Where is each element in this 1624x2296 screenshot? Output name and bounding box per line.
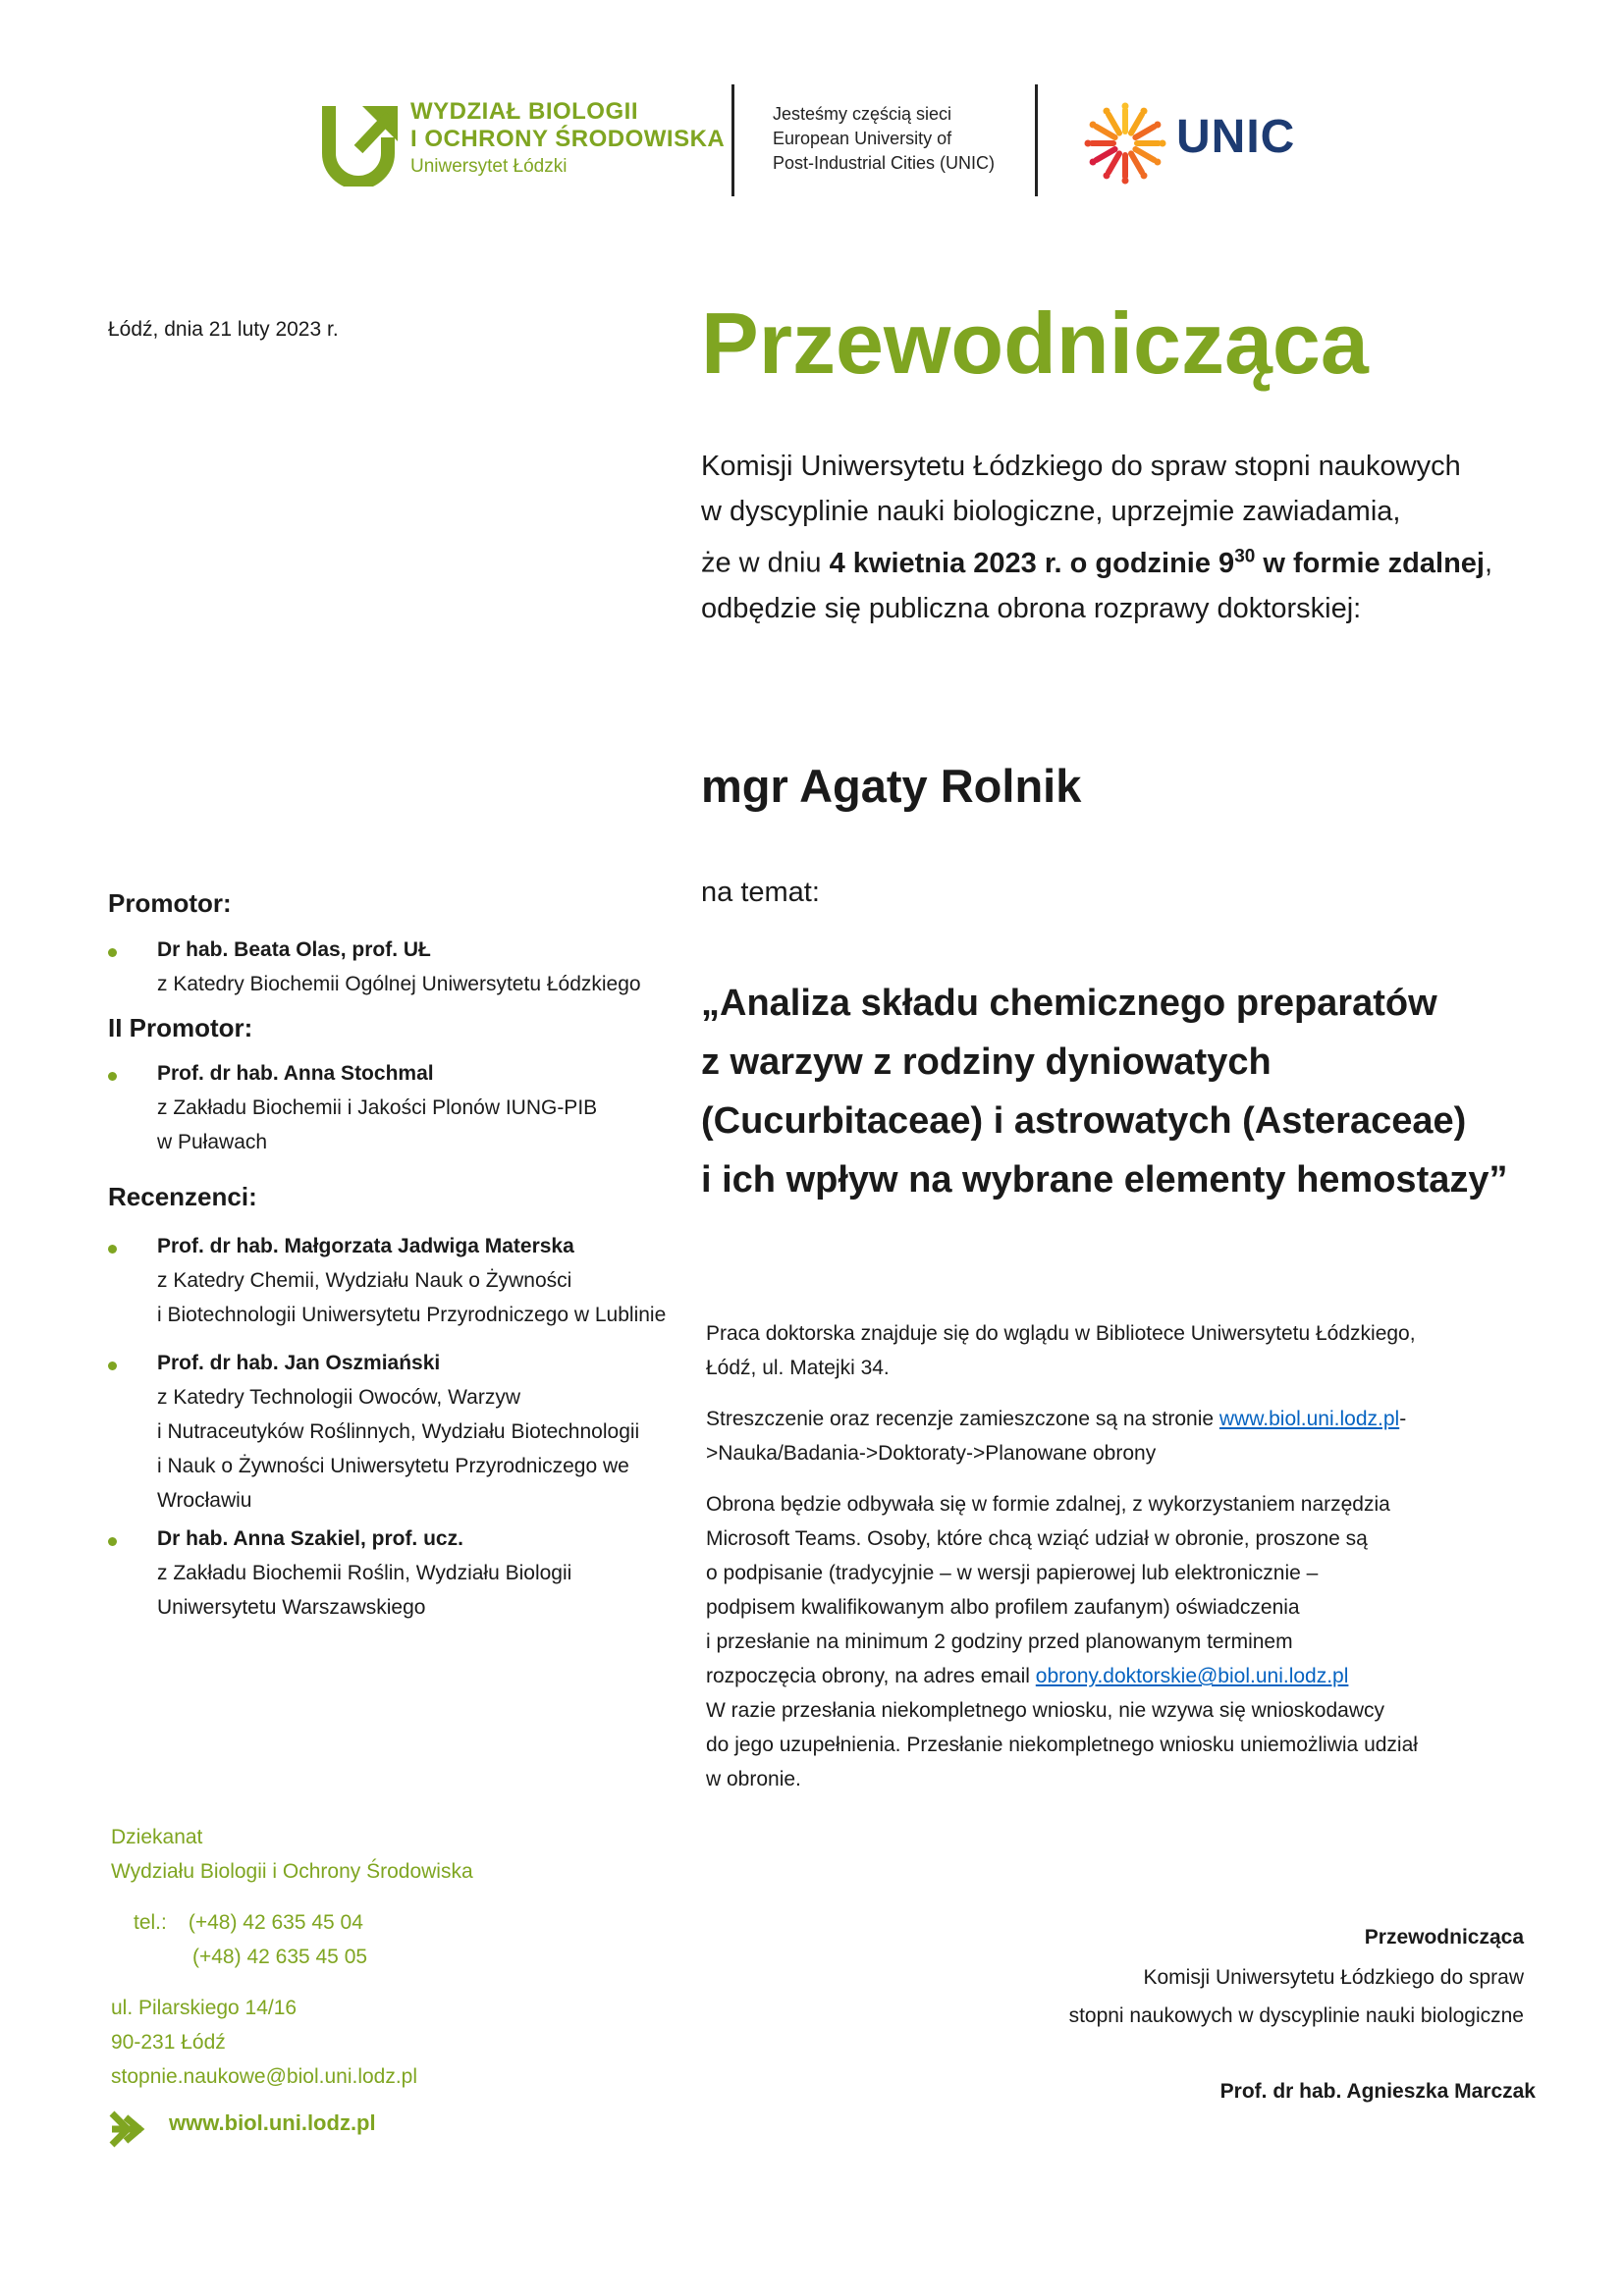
intro-line: Komisji Uniwersytetu Łódzkiego do spraw stopni naukowych [701, 451, 1461, 482]
footer-phone [134, 1905, 367, 1974]
intro-line [701, 534, 1565, 586]
info-line: i przesłanie na minimum 2 godziny przed planowanym terminem [706, 1630, 1293, 1653]
footer-line: 90-231 Łódź [111, 2031, 226, 2054]
signature-line: Komisji Uniwersytetu Łódzkiego do spraw [1143, 1966, 1524, 1989]
defense-email-link[interactable]: obrony.doktorskie@biol.uni.lodz.pl [1035, 1665, 1349, 1687]
footer-office [111, 1820, 473, 1889]
info-line: do jego uzupełnienia. Przesłanie niekompletnego wniosku uniemożliwia udział [706, 1734, 1418, 1756]
candidate-name: mgr Agaty Rolnik [701, 760, 1082, 812]
library-info [706, 1316, 1570, 1385]
signature-name: Prof. dr hab. Agnieszka Marczak [1219, 2080, 1536, 2103]
document-date: Łódź, dnia 21 luty 2023 r. [108, 318, 339, 341]
info-line: o podpisanie (tradycyjnie – w wersji papierowej lub elektronicznie – [706, 1562, 1319, 1584]
footer-website-link[interactable]: www.biol.uni.lodz.pl [169, 2110, 376, 2135]
reviewer-affiliation: i Nauk o Żywności Uniwersytetu Przyrodniczego we [157, 1455, 629, 1477]
reviewer-name: Prof. dr hab. Jan Oszmiański [157, 1352, 441, 1374]
signature-title: Przewodnicząca [1364, 1926, 1524, 1949]
footer-line: Dziekanat [111, 1826, 203, 1848]
reviewer-affiliation: i Biotechnologii Uniwersytetu Przyrodniczego w Lublinie [157, 1304, 667, 1326]
intro-line: odbędzie się publiczna obrona rozprawy doktorskiej: [701, 592, 1362, 624]
intro-text: że w dniu [701, 547, 830, 579]
online-defense-info [706, 1487, 1570, 1796]
thesis-line: i ich wpływ na wybrane elementy hemostazy” [701, 1159, 1508, 1201]
reviewer-affiliation: Wrocławiu [157, 1489, 252, 1512]
intro-text: , [1485, 547, 1493, 579]
thesis-line: z warzyw z rodziny dyniowatych [701, 1041, 1272, 1083]
intro-line: w dyscyplinie nauki biologiczne, uprzejmie zawiadamia, [701, 496, 1401, 527]
reviewer-affiliation: z Katedry Chemii, Wydziału Nauk o Żywności [157, 1269, 572, 1292]
second-promotor-affiliation: z Zakładu Biochemii i Jakości Plonów IUNG-PIB [157, 1096, 598, 1119]
faculty-website-link[interactable]: www.biol.uni.lodz.pl [1218, 1408, 1400, 1430]
reviewer-entry [157, 1346, 639, 1518]
logo-line-3: Uniwersytet Łódzki [410, 156, 568, 177]
defense-minutes: 30 [1234, 546, 1256, 566]
reviews-info [706, 1402, 1570, 1470]
reviewers-heading: Recenzenci: [108, 1182, 257, 1211]
footer-email[interactable]: stopnie.naukowe@biol.uni.lodz.pl [111, 2065, 418, 2088]
info-line: Łódź, ul. Matejki 34. [706, 1357, 890, 1379]
topic-label: na temat: [701, 877, 820, 908]
reviewer-entry [157, 1522, 571, 1625]
info-line: >Nauka/Badania->Doktoraty->Planowane obrony [706, 1442, 1157, 1465]
info-line [706, 1659, 1570, 1693]
unic-desc-line-2: European University of [773, 129, 952, 148]
reviewer-name: Dr hab. Anna Szakiel, prof. ucz. [157, 1527, 463, 1550]
promotor-entry [157, 933, 641, 1001]
logo-line-1: WYDZIAŁ BIOLOGII [410, 98, 638, 125]
info-line: Obrona będzie odbywała się w formie zdalnej, z wykorzystaniem narzędzia [706, 1493, 1390, 1516]
header-divider [731, 84, 734, 196]
faculty-logo-text [410, 98, 725, 181]
announcement-intro [701, 444, 1565, 631]
info-line: Microsoft Teams. Osoby, które chcą wziąć udział w obronie, proszone są [706, 1527, 1368, 1550]
second-promotor-entry [157, 1056, 597, 1159]
unic-logo-text: UNIC [1176, 111, 1296, 163]
promotor-affiliation: z Katedry Biochemii Ogólnej Uniwersytetu Łódzkiego [157, 973, 641, 995]
second-promotor-name: Prof. dr hab. Anna Stochmal [157, 1062, 434, 1085]
reviewer-affiliation: z Zakładu Biochemii Roślin, Wydziału Biologii [157, 1562, 572, 1584]
info-line: podpisem kwalifikowanym albo profilem zaufanym) oświadczenia [706, 1596, 1300, 1619]
unic-desc-line-1: Jesteśmy częścią sieci [773, 104, 952, 124]
bullet-icon [108, 1072, 117, 1081]
defense-date-time [830, 548, 1485, 579]
footer-line: Wydziału Biologii i Ochrony Środowiska [111, 1860, 473, 1883]
signature-line: stopni naukowych w dyscyplinie nauki biologiczne [1068, 2004, 1524, 2027]
reviewer-affiliation: z Katedry Technologii Owoców, Warzyw [157, 1386, 520, 1409]
defense-mode: w formie zdalnej [1255, 547, 1485, 579]
promotor-name: Dr hab. Beata Olas, prof. UŁ [157, 938, 431, 961]
info-line [706, 1402, 1570, 1436]
phone-number: (+48) 42 635 45 05 [192, 1946, 368, 1968]
arrow-right-icon [108, 2109, 145, 2149]
info-text: rozpoczęcia obrony, na adres email [706, 1665, 1036, 1687]
phone-label: tel.: [134, 1911, 167, 1934]
bullet-icon [108, 1362, 117, 1370]
info-line: Praca doktorska znajduje się do wglądu w Bibliotece Uniwersytetu Łódzkiego, [706, 1322, 1416, 1345]
unic-description [773, 102, 995, 176]
bullet-icon [108, 948, 117, 957]
second-promotor-heading: II Promotor: [108, 1013, 253, 1042]
info-line: W razie przesłania niekompletnego wniosku, nie wzywa się wnioskodawcy [706, 1699, 1384, 1722]
thesis-line: „Analiza składu chemicznego preparatów [701, 983, 1437, 1024]
faculty-logo-icon [319, 98, 407, 187]
bullet-icon [108, 1245, 117, 1254]
info-text: Streszczenie oraz recenzje zamieszczone są na stronie [706, 1408, 1219, 1430]
unic-star-icon [1084, 102, 1166, 185]
phone-number: (+48) 42 635 45 04 [188, 1911, 363, 1934]
footer-line: ul. Pilarskiego 14/16 [111, 1997, 298, 2019]
promotor-heading: Promotor: [108, 888, 232, 918]
header-divider [1035, 84, 1038, 196]
second-promotor-affiliation: w Puławach [157, 1131, 268, 1153]
reviewer-affiliation: i Nutraceutyków Roślinnych, Wydziału Biotechnologii [157, 1420, 640, 1443]
thesis-title [701, 974, 1585, 1209]
info-line: w obronie. [706, 1768, 801, 1790]
reviewer-name: Prof. dr hab. Małgorzata Jadwiga Materska [157, 1235, 574, 1257]
reviewer-entry [157, 1229, 666, 1332]
thesis-line: (Cucurbitaceae) i astrowatych (Asteraceae) [701, 1100, 1467, 1142]
logo-line-2: I OCHRONY ŚRODOWISKA [410, 126, 726, 152]
bullet-icon [108, 1537, 117, 1546]
page-title: Przewodnicząca [701, 294, 1369, 392]
info-text: - [1399, 1408, 1407, 1430]
footer-phone-line [134, 1940, 367, 1974]
defense-date: 4 kwietnia 2023 r. o godzinie 9 [829, 547, 1235, 579]
footer-phone-line [134, 1905, 367, 1940]
footer-address [111, 1991, 417, 2094]
reviewer-affiliation: Uniwersytetu Warszawskiego [157, 1596, 426, 1619]
unic-desc-line-3: Post-Industrial Cities (UNIC) [773, 153, 996, 173]
